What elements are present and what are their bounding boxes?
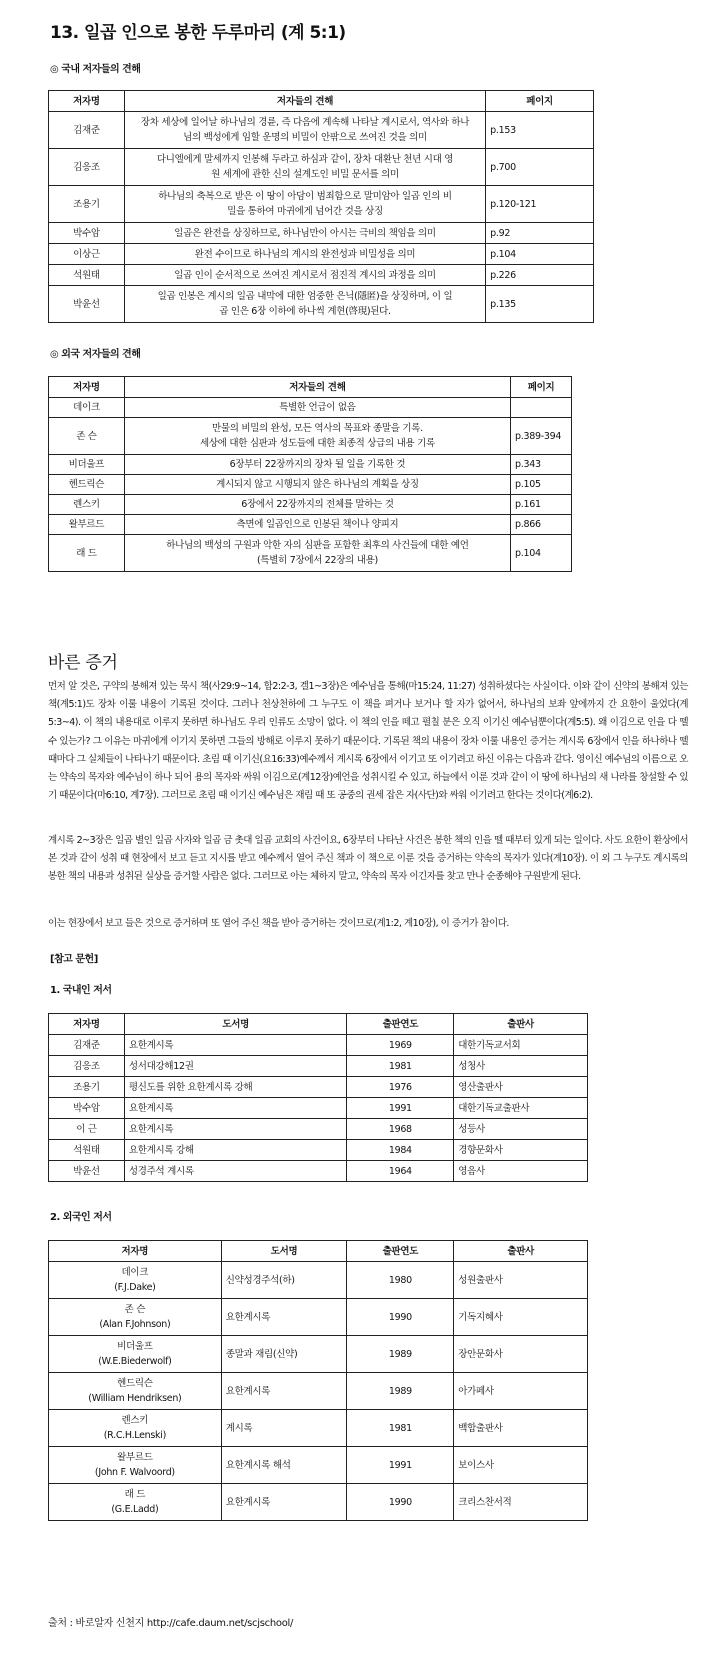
author-cell: 이상근 (49, 244, 125, 265)
column-header: 저자명 (49, 91, 125, 112)
table-row (49, 455, 572, 475)
table-row (49, 475, 572, 495)
page-cell: p.161 (511, 495, 572, 515)
column-header: 저자명 (49, 1241, 222, 1262)
year-cell: 1984 (347, 1140, 454, 1161)
view-cell (124, 149, 485, 186)
publisher-cell: 성등사 (454, 1119, 588, 1140)
page-title: 13. 일곱 인으로 봉한 두루마리 (계 5:1) (50, 23, 346, 43)
view-cell (124, 398, 510, 418)
publisher-cell: 장안문화사 (454, 1336, 588, 1373)
author-cell: 박윤선 (49, 1161, 125, 1182)
author-cell: 박수암 (49, 1098, 125, 1119)
publisher-cell: 성청사 (454, 1056, 588, 1077)
publisher-cell: 기독지혜사 (454, 1299, 588, 1336)
column-header: 출판연도 (347, 1014, 454, 1035)
cell-line: 님의 백성에게 임할 운명의 비밀이 안팎으로 쓰여진 것을 의미 (183, 132, 427, 143)
view-cell (124, 455, 510, 475)
author-cell: 존 슨 (49, 418, 125, 455)
author-cell: 조용기 (49, 186, 125, 223)
year-cell: 1980 (347, 1262, 454, 1299)
table-row (49, 1161, 588, 1182)
year-cell: 1981 (347, 1410, 454, 1447)
domestic-books-table (48, 1013, 588, 1182)
table-row (49, 1056, 588, 1077)
publisher-cell: 성원출판사 (454, 1262, 588, 1299)
table-row (49, 186, 594, 223)
book-cell: 신약성경주석(하) (221, 1262, 347, 1299)
column-header: 저자들의 견해 (124, 377, 510, 398)
view-cell (124, 286, 485, 323)
page-cell: p.700 (486, 149, 594, 186)
author-korean: 헨드릭슨 (117, 1378, 153, 1389)
cell-line: 6장에서 22장까지의 전체를 말하는 것 (241, 499, 394, 510)
view-cell (124, 418, 510, 455)
author-korean: 렌스키 (121, 1415, 149, 1426)
column-header: 출판연도 (347, 1241, 454, 1262)
year-cell: 1989 (347, 1373, 454, 1410)
author-cell: 조용기 (49, 1077, 125, 1098)
view-cell (124, 186, 485, 223)
foreign-views-heading: ◎ 외국 저자들의 견해 (50, 349, 141, 360)
book-cell: 요한계시록 (124, 1035, 347, 1056)
table-row (49, 535, 572, 572)
publisher-cell: 대한기독교서회 (454, 1035, 588, 1056)
book-cell: 종말과 재림(신약) (221, 1336, 347, 1373)
book-cell: 요한계시록 (221, 1373, 347, 1410)
column-header: 저자명 (49, 377, 125, 398)
table-row (49, 265, 594, 286)
evidence-paragraph-1: 먼저 알 것은, 구약의 봉해져 있는 묵시 책(사29:9~14, 합2:2-3, 겔1~3장)은 예수님을 통해(마15:24, 11:27) 성취하셨다는 사실이다. 이와 같이 신약의 봉해져 있는 책(계5:1)도 장차 이룰 내용이 기록된 것이다. 그러나 천상천하에 그 누구도 이 책을 펴거나 보거나 할 자가 없어서, 하나님의 보좌 앞에까지 간 요한이 울었다(계5:3~4). 이 책의 내용대로 이루지 못하면 하나님도 우리 인류도 소망이 없다. 이 책의 인을 떼고 펼칠 분은 오직 이기신 예수님뿐이다(계5:5). 왜 이김으로 인을 다 뗄 수 있는가? 그 이유는 마귀에게 이기지 못하면 그들의 방해로 이루지 못하기 때문이다. 기록된 책의 내용이 장차 이룰 내용인 증거는 계시록 6장에서 인을 하나하나 뗄 때마다 그 실체들이 나타나기 때문이다. 초림 때 이기신(요16:33)예수께서 계시록 6장에서 이기고 또 이기려고 하신 이유는 다음과 같다. 영이신 예수님의 이름으로 오는 약속의 목자와 예수님이 하나 되어 용의 목자와 싸워 이김으로(계12장)예언을 성취시킬 수 있고, 하늘에서 이룬 것과 같이 이 땅에 하나님의 새 나라를 창설할 수 있기 때문이다(마6:10, 계7장). 그러므로 초림 때 이기신 예수님은 재림 때 또 공중의 권세 잡은 자(사단)와 싸워 이기려고 한다는 것이다(계6:2). (48, 681, 688, 802)
cell-line: 하나님의 백성의 구원과 악한 자의 심판을 포함한 최후의 사건들에 대한 예언 (166, 540, 469, 551)
author-english: (John F. Walvoord) (94, 1467, 175, 1478)
table-row (49, 1262, 588, 1299)
author-english: (William Hendriksen) (88, 1393, 182, 1404)
table-row (49, 1119, 588, 1140)
author-cell (49, 1336, 222, 1373)
year-cell: 1968 (347, 1119, 454, 1140)
table-header-row (49, 1014, 588, 1035)
table-row (49, 1373, 588, 1410)
table-row (49, 1299, 588, 1336)
column-header: 출판사 (454, 1241, 588, 1262)
column-header: 도서명 (221, 1241, 347, 1262)
author-cell: 김응조 (49, 149, 125, 186)
book-cell: 성경주석 계시록 (124, 1161, 347, 1182)
author-cell: 이 근 (49, 1119, 125, 1140)
author-cell: 김재준 (49, 1035, 125, 1056)
table-row (49, 223, 594, 244)
source-citation: 출처 : 바로알자 신천지 http://cafe.daum.net/scjschool/ (48, 1618, 294, 1629)
cell-line: 측면에 일곱인으로 인봉된 책이나 양피지 (236, 519, 399, 530)
cell-line: 만물의 비밀의 완성, 모든 역사의 목표와 종말을 기록. (211, 423, 423, 434)
author-cell: 김재준 (49, 112, 125, 149)
cell-line: 원 세계에 관한 신의 설계도인 비밀 문서를 의미 (211, 169, 399, 180)
cell-line: 일곱 인이 순서적으로 쓰여진 계시로서 점진적 계시의 과정을 의미 (174, 269, 436, 281)
page-cell: p.226 (486, 265, 594, 286)
evidence-paragraph-3: 이는 현장에서 보고 들은 것으로 증거하며 또 열어 주신 책을 받아 증거하는 것이므로(계1:2, 계10장), 이 증거가 참이다. (48, 918, 509, 929)
author-cell (49, 1410, 222, 1447)
foreign-views-table (48, 376, 572, 572)
author-english: (R.C.H.Lenski) (103, 1430, 166, 1441)
author-english: (Alan F.Johnson) (99, 1319, 171, 1330)
book-cell: 요한계시록 (221, 1299, 347, 1336)
view-cell (124, 515, 510, 535)
table-header-row (49, 91, 594, 112)
table-row (49, 1484, 588, 1521)
table-row (49, 1098, 588, 1119)
domestic-views-heading: ◎ 국내 저자들의 견해 (50, 64, 141, 75)
table-row (49, 418, 572, 455)
cell-line: 일곱 인봉은 계시의 일곱 내막에 대한 엄중한 은닉(隱匿)을 상징하며, 이 일 (157, 291, 453, 302)
page-cell: p.92 (486, 223, 594, 244)
table-row (49, 286, 594, 323)
cell-line: 완전 수이므로 하나님의 계시의 완전성과 비밀성을 의미 (194, 248, 416, 260)
page-cell (511, 398, 572, 418)
column-header: 출판사 (454, 1014, 588, 1035)
view-cell (124, 265, 485, 286)
page-cell: p.866 (511, 515, 572, 535)
column-header: 페이지 (486, 91, 594, 112)
page-cell: p.105 (511, 475, 572, 495)
author-cell (49, 1262, 222, 1299)
table-row (49, 1077, 588, 1098)
publisher-cell: 대한기독교출판사 (454, 1098, 588, 1119)
author-cell: 김응조 (49, 1056, 125, 1077)
domestic-books-heading: 1. 국내인 저서 (50, 985, 112, 996)
author-cell: 석원태 (49, 265, 125, 286)
year-cell: 1991 (347, 1447, 454, 1484)
evidence-paragraph-2: 계시록 2~3장은 일곱 별인 일곱 사자와 일곱 금 촛대 일곱 교회의 사건이요, 6장부터 나타난 사건은 봉한 책의 인을 뗄 때부터 있게 되는 일이다. 사도 요한이 환상에서 본 것과 같이 성취 때 현장에서 보고 듣고 지시를 받고 예수께서 열어 주신 책과 이 책으로 이룬 것을 증거하는 약속의 목자가 있다(계10장). 이 외 그 누구도 계시록의 봉한 책의 내용과 성취된 실상을 증거할 사람은 없다. 그러므로 아는 체하지 말고, 약속의 목자 이긴자를 찾고 만나 순종해야 구원받게 된다. (48, 835, 688, 883)
page-cell: p.153 (486, 112, 594, 149)
publisher-cell: 영산출판사 (454, 1077, 588, 1098)
view-cell (124, 475, 510, 495)
cell-line: 밀을 통하여 마귀에게 넘어간 것을 상징 (227, 206, 383, 217)
view-cell (124, 495, 510, 515)
references-heading: [참고 문헌] (50, 954, 98, 965)
page-cell: p.389-394 (511, 418, 572, 455)
page-cell: p.120-121 (486, 186, 594, 223)
year-cell: 1989 (347, 1336, 454, 1373)
author-cell: 렌스키 (49, 495, 125, 515)
cell-line: 특별한 언급이 없음 (279, 402, 356, 413)
page-cell: p.343 (511, 455, 572, 475)
page-cell: p.104 (511, 535, 572, 572)
year-cell: 1990 (347, 1484, 454, 1521)
book-cell: 요한계시록 강해 (124, 1140, 347, 1161)
table-header-row (49, 1241, 588, 1262)
author-korean: 왈부르드 (117, 1452, 153, 1463)
cell-line: 세상에 대한 심판과 성도들에 대한 최종적 상급의 내용 기록 (200, 438, 435, 449)
author-korean: 비더울프 (117, 1341, 153, 1352)
view-cell (124, 112, 485, 149)
column-header: 페이지 (511, 377, 572, 398)
book-cell: 계시록 (221, 1410, 347, 1447)
view-cell (124, 535, 510, 572)
table-row (49, 1447, 588, 1484)
year-cell: 1969 (347, 1035, 454, 1056)
page-cell: p.135 (486, 286, 594, 323)
table-row (49, 1410, 588, 1447)
author-cell (49, 1447, 222, 1484)
view-cell (124, 244, 485, 265)
column-header: 저자명 (49, 1014, 125, 1035)
table-row (49, 495, 572, 515)
publisher-cell: 크리스찬서적 (454, 1484, 588, 1521)
year-cell: 1991 (347, 1098, 454, 1119)
book-cell: 평신도를 위한 요한계시록 강해 (124, 1077, 347, 1098)
foreign-books-heading: 2. 외국인 저서 (50, 1212, 112, 1223)
table-row (49, 149, 594, 186)
cell-line: 일곱은 완전을 상징하므로, 하나님만이 아시는 극비의 책임을 의미 (174, 227, 436, 239)
author-cell: 왈부르드 (49, 515, 125, 535)
author-cell: 헨드릭슨 (49, 475, 125, 495)
publisher-cell: 경향문화사 (454, 1140, 588, 1161)
publisher-cell: 백합출판사 (454, 1410, 588, 1447)
author-cell: 석원태 (49, 1140, 125, 1161)
author-cell: 래 드 (49, 535, 125, 572)
evidence-heading: 바른 증거 (48, 653, 118, 673)
view-cell (124, 223, 485, 244)
year-cell: 1964 (347, 1161, 454, 1182)
table-row (49, 1336, 588, 1373)
author-cell: 데이크 (49, 398, 125, 418)
domestic-views-table (48, 90, 594, 323)
publisher-cell: 영음사 (454, 1161, 588, 1182)
column-header: 저자들의 견해 (124, 91, 485, 112)
page-cell: p.104 (486, 244, 594, 265)
book-cell: 요한계시록 (221, 1484, 347, 1521)
foreign-books-table (48, 1240, 588, 1521)
table-row (49, 398, 572, 418)
year-cell: 1990 (347, 1299, 454, 1336)
table-row (49, 515, 572, 535)
author-cell (49, 1373, 222, 1410)
author-cell: 박수암 (49, 223, 125, 244)
cell-line: 계시되지 않고 시행되지 않은 하나님의 계획을 상징 (216, 479, 419, 490)
author-cell (49, 1299, 222, 1336)
table-header-row (49, 377, 572, 398)
year-cell: 1976 (347, 1077, 454, 1098)
table-row (49, 1140, 588, 1161)
author-english: (G.E.Ladd) (111, 1504, 159, 1515)
year-cell: 1981 (347, 1056, 454, 1077)
cell-line: 곱 인은 6장 이하에 하나씩 계현(啓現)된다. (219, 306, 391, 317)
author-korean: 래 드 (124, 1489, 146, 1500)
cell-line: (특별히 7장에서 22장의 내용) (256, 555, 378, 566)
book-cell: 성서대강해12권 (124, 1056, 347, 1077)
publisher-cell: 아가페사 (454, 1373, 588, 1410)
book-cell: 요한계시록 (124, 1119, 347, 1140)
book-cell: 요한계시록 (124, 1098, 347, 1119)
cell-line: 6장부터 22장까지의 장차 될 일을 기록한 것 (229, 459, 406, 470)
book-cell: 요한계시록 해석 (221, 1447, 347, 1484)
cell-line: 다니엘에게 말세까지 인봉해 두라고 하심과 같이, 장차 대환난 천년 시대 영 (156, 154, 454, 165)
author-cell: 박윤선 (49, 286, 125, 323)
table-row (49, 1035, 588, 1056)
author-cell: 비더울프 (49, 455, 125, 475)
author-korean: 데이크 (121, 1267, 149, 1278)
table-row (49, 112, 594, 149)
author-english: (W.E.Biederwolf) (98, 1356, 172, 1367)
column-header: 도서명 (124, 1014, 347, 1035)
publisher-cell: 보이스사 (454, 1447, 588, 1484)
cell-line: 장차 세상에 일어날 하나님의 경륜, 즉 다음에 계속해 나타날 계시로서, 역사와 하나 (140, 117, 470, 128)
table-row (49, 244, 594, 265)
author-cell (49, 1484, 222, 1521)
author-english: (F.J.Dake) (114, 1282, 156, 1293)
cell-line: 하나님의 축복으로 받은 이 땅이 아담이 범죄함으로 말미암아 일곱 인의 비 (158, 191, 452, 202)
author-korean: 존 슨 (124, 1304, 146, 1315)
